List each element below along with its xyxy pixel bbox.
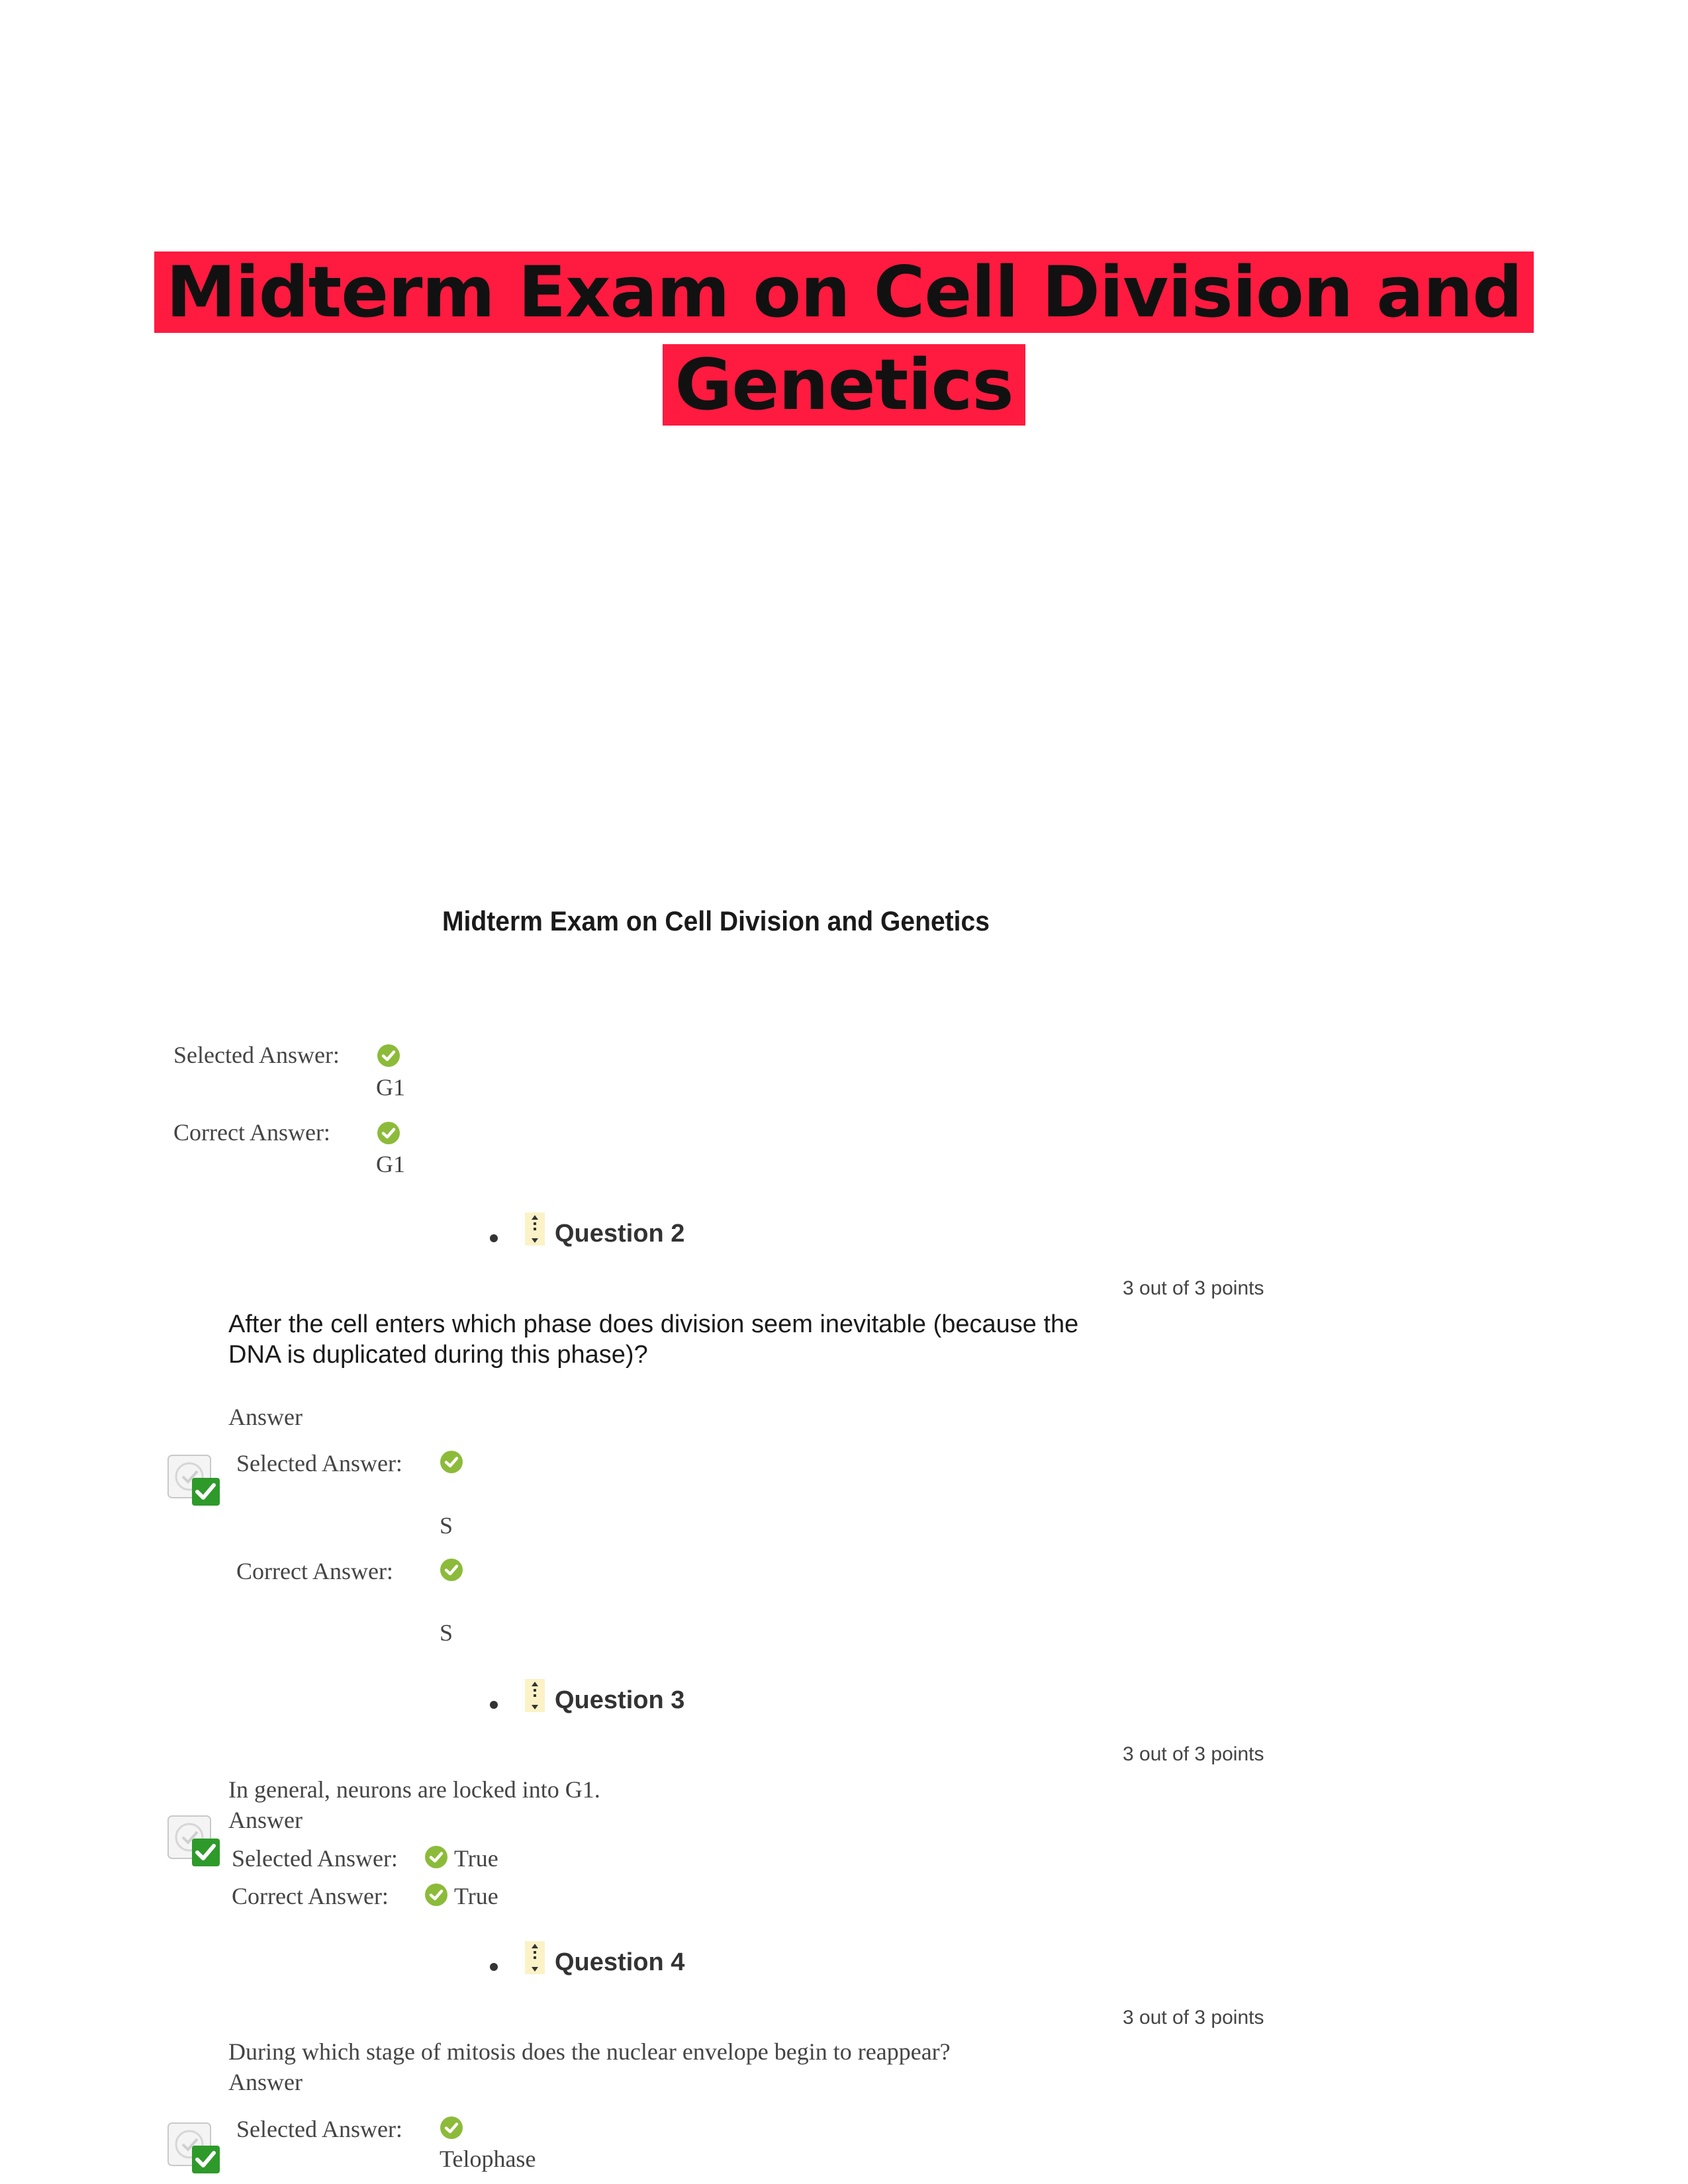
q1-selected-answer-value: G1 [376,1074,405,1101]
check-circle-icon [425,1884,447,1906]
correct-status-icon [167,2122,221,2175]
selected-answer-label: Selected Answer: [236,1450,402,1477]
selected-answer-value: Telophase [440,2146,536,2172]
question-text-line1: During which stage of mitosis does the nuclear envelope begin to reappear? [228,2038,951,2065]
cover-title-line2: Genetics [663,344,1025,426]
cover-title [0,246,1688,432]
correct-answer-label: Correct Answer: [236,1558,393,1584]
check-circle-icon [440,1451,463,1473]
selected-answer-label: Selected Answer: [236,2116,402,2142]
correct-answer-value: S [440,1619,453,1646]
check-circle-icon [425,1846,447,1868]
selected-answer-label: Selected Answer: [232,1845,398,1872]
list-bullet [490,1701,498,1709]
question-text-line1: After the cell enters which phase does division seem inevitable (because the [228,1310,1079,1338]
check-circle-icon [440,1559,463,1581]
answer-label: Answer [228,1807,303,1833]
cover-title-line1: Midterm Exam on Cell Division and [154,251,1534,333]
drag-handle-icon[interactable] [525,1941,545,1974]
selected-answer-value: S [440,1512,453,1539]
q1-selected-answer-label: Selected Answer: [173,1042,340,1068]
check-circle-icon [377,1122,400,1144]
question-heading: Question 3 [555,1686,685,1714]
question-text-line1: In general, neurons are locked into G1. [228,1776,600,1803]
question-points: 3 out of 3 points [1123,1277,1264,1299]
question-points: 3 out of 3 points [1123,1743,1264,1765]
q1-correct-answer-value: G1 [376,1151,405,1177]
drag-handle-icon[interactable] [525,1212,545,1246]
drag-handle-icon[interactable] [525,1679,545,1712]
question-heading: Question 2 [555,1220,685,1248]
q1-correct-answer-label: Correct Answer: [173,1119,330,1146]
correct-status-icon [167,1454,221,1507]
answer-label: Answer [228,1404,303,1430]
selected-answer-value: True [454,1845,498,1872]
answer-label: Answer [228,2069,303,2095]
question-heading: Question 4 [555,1948,685,1976]
list-bullet [490,1234,498,1242]
check-circle-icon [440,2116,463,2139]
correct-answer-value: True [454,1883,498,1909]
question-text-line2: DNA is duplicated during this phase)? [228,1341,648,1369]
list-bullet [490,1963,498,1971]
document-title: Midterm Exam on Cell Division and Genetics [442,905,990,936]
correct-status-icon [167,1815,221,1868]
question-points: 3 out of 3 points [1123,2007,1264,2028]
correct-answer-label: Correct Answer: [232,1883,389,1909]
check-circle-icon [377,1044,400,1067]
